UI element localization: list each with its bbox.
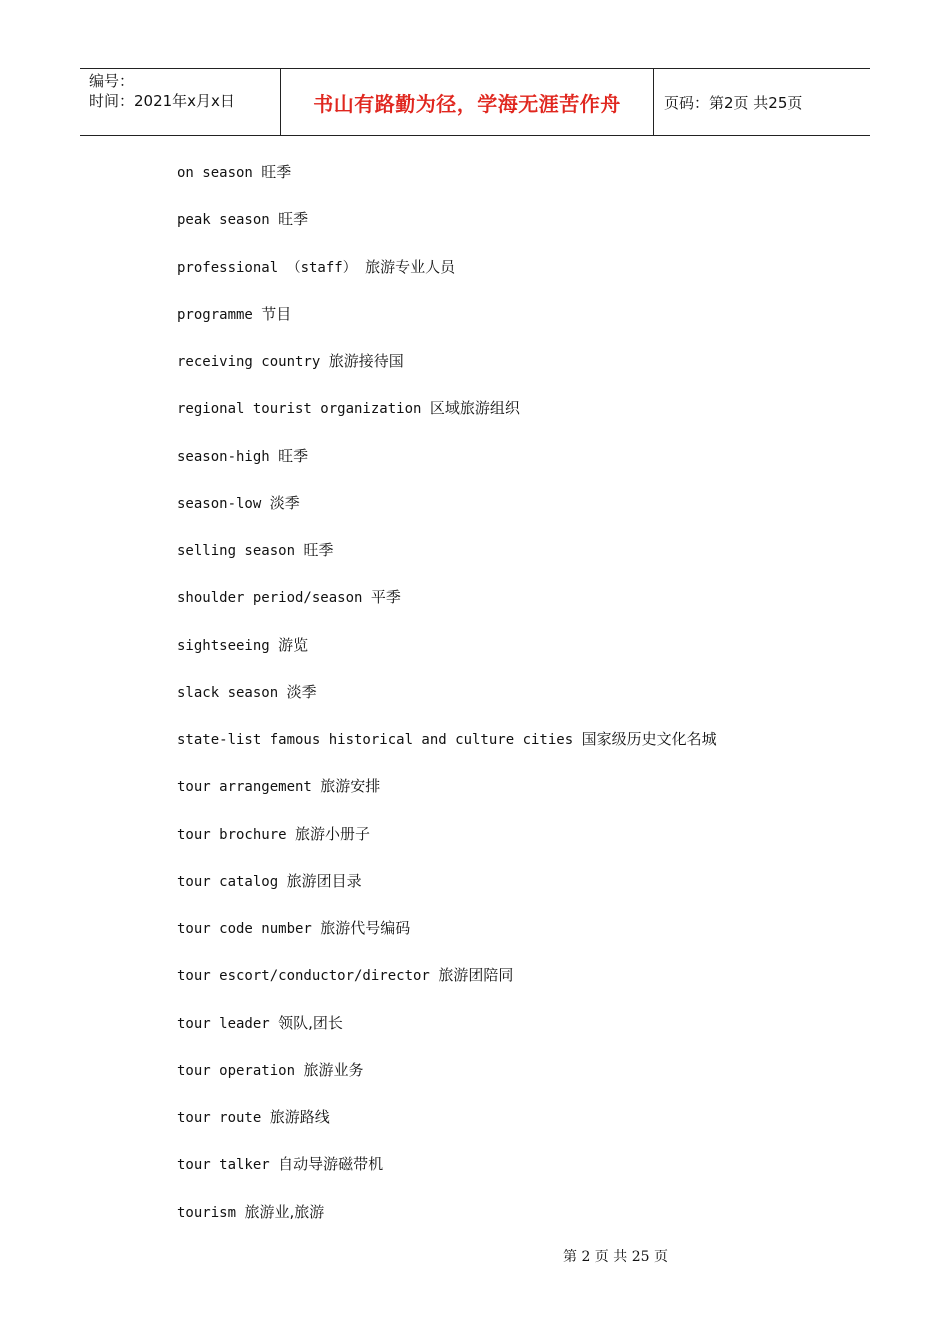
glossary-entry [177,255,877,302]
entry-chinese-term: 平季 [370,588,401,607]
entry-chinese-term: 领队,团长 [278,1013,343,1032]
entry-english-term: sightseeing [177,637,270,654]
glossary-entry [177,963,877,1010]
entry-chinese-term: 旺季 [278,446,309,465]
entry-english-term: tourism [177,1204,237,1221]
entry-chinese-term: 旅游代号编码 [320,919,411,937]
glossary-entry [177,1011,877,1058]
entry-english-term: regional tourist organization [177,401,422,418]
glossary-entry [177,160,877,207]
glossary-entry [177,585,877,632]
entry-chinese-term: 旅游接待国 [328,352,404,370]
header-meta [80,69,281,135]
entry-chinese-term: 游览 [278,635,309,654]
entry-english-term: receiving country [177,354,321,370]
entry-english-term: selling season [177,543,296,559]
entry-chinese-term: 区域旅游组织 [429,399,520,418]
entry-chinese-term: 淡季 [286,682,317,701]
glossary-entry [177,1105,877,1152]
entry-chinese-term: 旅游专业人员 [365,257,456,276]
glossary-entry [177,538,877,585]
entry-chinese-term: 节目 [261,304,292,323]
glossary-entry [177,1200,877,1247]
entry-chinese-term: 旅游业,旅游 [244,1202,325,1221]
entry-english-term: on season [177,165,253,181]
entry-english-term: professional （staff） [177,259,357,276]
glossary-entry [177,491,877,538]
glossary-entry [177,633,877,680]
glossary-list [177,160,877,1247]
entry-english-term: slack season [177,684,279,701]
glossary-entry [177,916,877,963]
entry-chinese-term: 自动导游磁带机 [278,1155,384,1174]
glossary-entry [177,869,877,916]
serial-number-label: 编号： [89,72,135,90]
entry-english-term: season-high [177,448,270,465]
entry-chinese-term: 旅游安排 [320,777,381,796]
entry-chinese-term: 淡季 [269,493,300,512]
glossary-entry [177,1058,877,1105]
glossary-entry [177,396,877,443]
entry-chinese-term: 国家级历史文化名城 [581,730,717,748]
entry-english-term: peak season [177,212,270,229]
entry-english-term: tour operation [177,1062,296,1079]
entry-chinese-term: 旺季 [261,163,292,181]
entry-english-term: tour brochure [177,826,287,843]
entry-chinese-term: 旅游团陪同 [438,966,514,985]
entry-english-term: shoulder period/season [177,590,363,607]
header-motto: 书山有路勤为径，学海无涯苦作舟 [281,69,654,135]
page-header [80,68,870,136]
entry-english-term: tour leader [177,1015,270,1032]
entry-english-term: state-list famous historical and culture cities [177,732,574,748]
entry-english-term: programme [177,306,253,323]
glossary-entry [177,349,877,396]
glossary-entry [177,822,877,869]
entry-english-term: tour catalog [177,873,279,890]
glossary-entry [177,1152,877,1199]
entry-chinese-term: 旅游业务 [303,1060,364,1079]
entry-english-term: tour arrangement [177,779,312,796]
entry-chinese-term: 旅游团目录 [286,871,362,890]
page-footer: 第 2 页 共 25 页 [563,1249,668,1265]
entry-english-term: tour escort/conductor/director [177,968,430,985]
entry-english-term: tour code number [177,921,312,937]
entry-english-term: season-low [177,495,262,512]
glossary-entry [177,302,877,349]
glossary-entry [177,444,877,491]
header-page-info: 页码：第2页 共25页 [664,93,803,112]
entry-chinese-term: 旺季 [278,210,309,229]
glossary-entry [177,680,877,727]
entry-english-term: tour talker [177,1157,270,1174]
entry-english-term: tour route [177,1110,262,1126]
entry-chinese-term: 旺季 [303,541,334,559]
date-label: 时间：2021年x月x日 [89,92,235,110]
glossary-entry [177,774,877,821]
glossary-entry [177,727,877,774]
entry-chinese-term: 旅游小册子 [295,824,371,843]
entry-chinese-term: 旅游路线 [269,1108,330,1126]
glossary-entry [177,207,877,254]
